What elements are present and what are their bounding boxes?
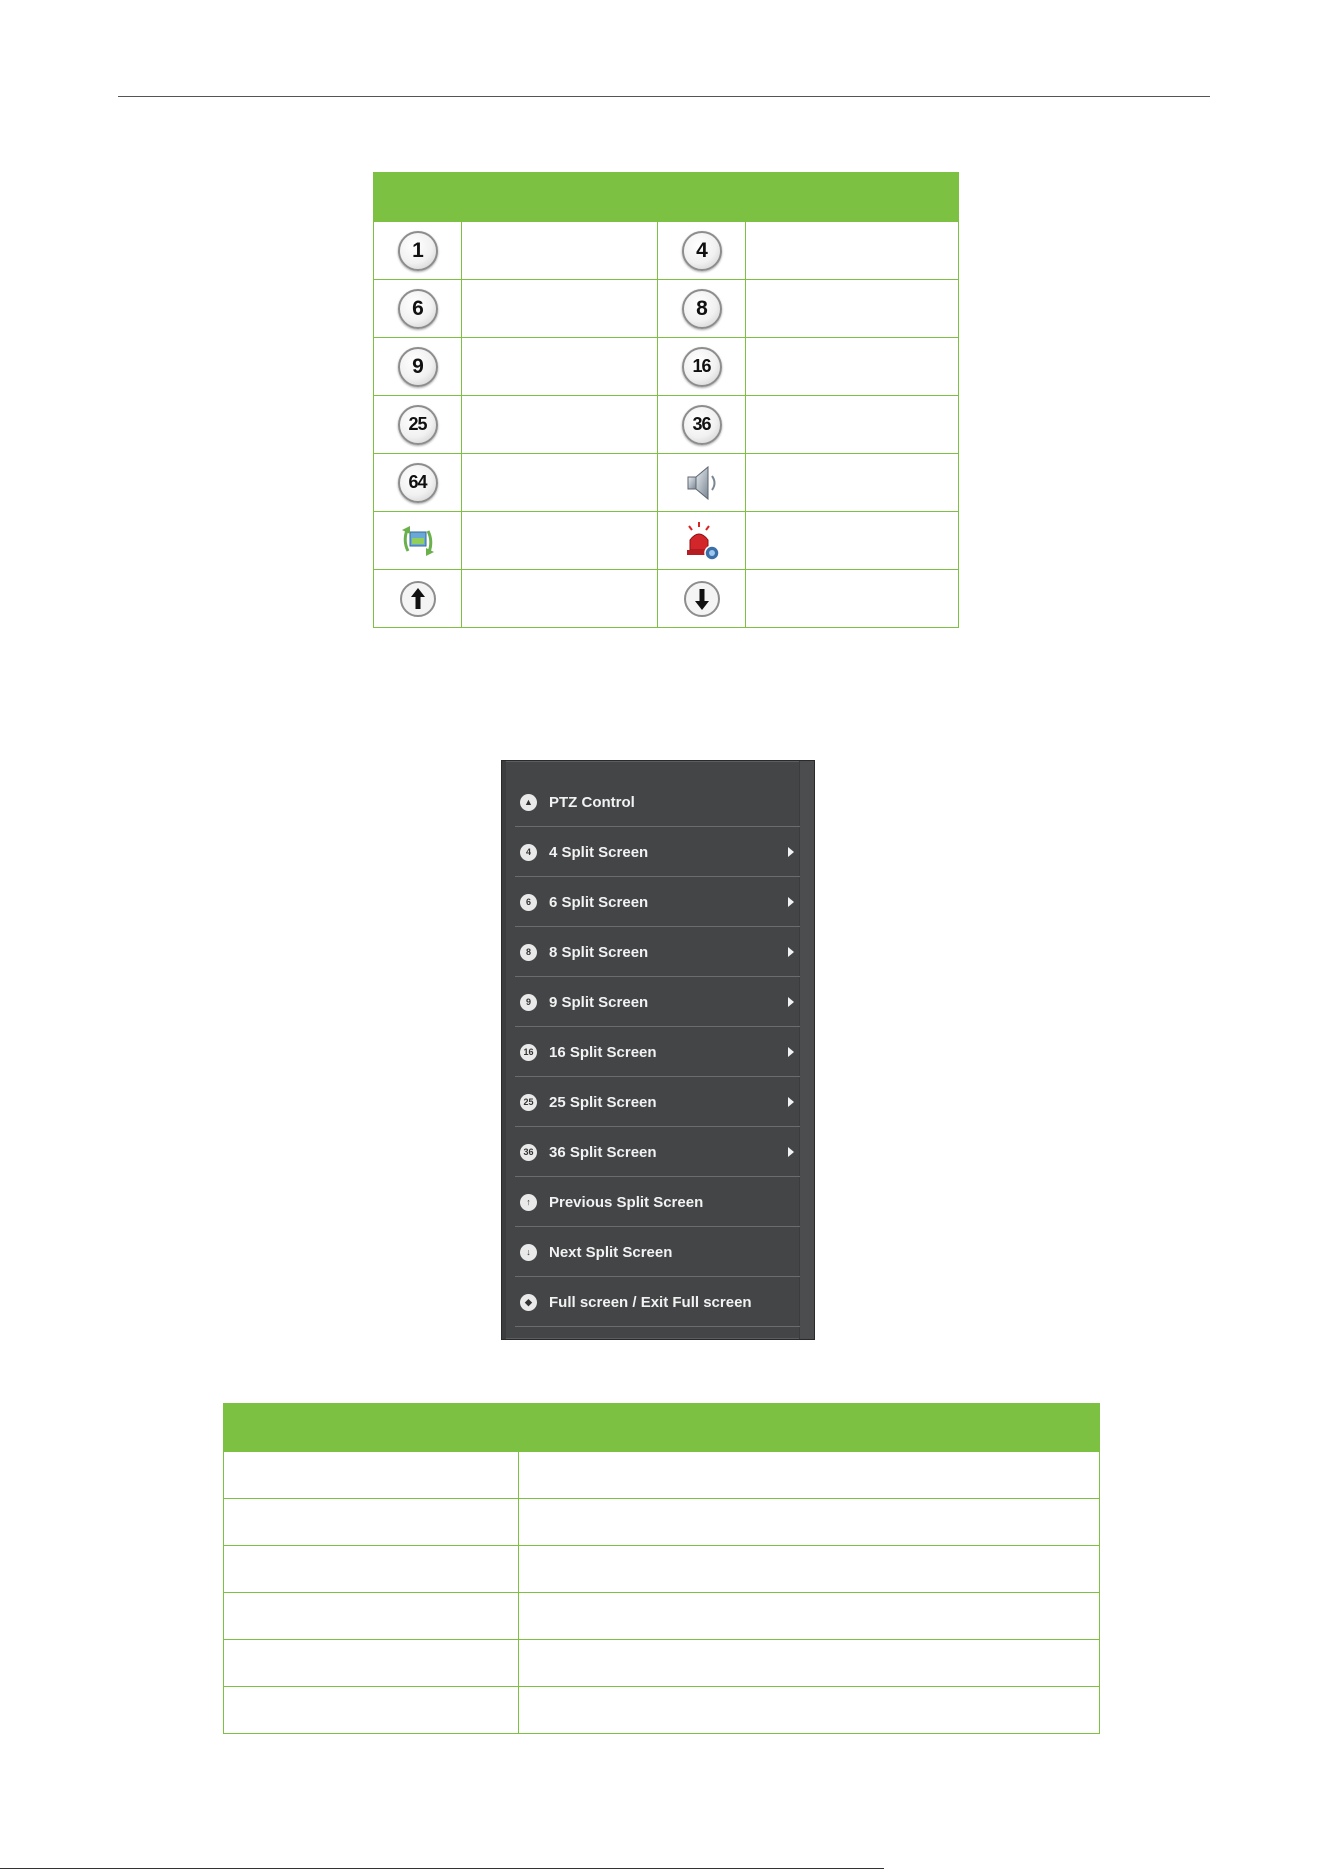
fullscreen-icon: ◆ bbox=[520, 1294, 537, 1311]
split-6-icon: 6 bbox=[520, 894, 537, 911]
table-row bbox=[374, 396, 959, 454]
description-cell bbox=[746, 454, 959, 512]
speaker-icon bbox=[682, 462, 722, 504]
rotate-screen-icon bbox=[398, 520, 438, 562]
down-arrow-icon bbox=[682, 579, 722, 619]
description-cell bbox=[746, 222, 959, 280]
split-8-icon: 8 bbox=[682, 289, 722, 329]
menu-item-fullscreen[interactable] bbox=[515, 1278, 800, 1327]
menu-item-4-split[interactable] bbox=[515, 828, 800, 877]
description-cell bbox=[462, 396, 658, 454]
description-cell bbox=[462, 222, 658, 280]
table-cell bbox=[519, 1499, 1100, 1546]
menu-item-8-split[interactable] bbox=[515, 928, 800, 977]
split-4-icon: 4 bbox=[682, 231, 722, 271]
lower-table-header-cell bbox=[224, 1404, 1100, 1452]
menu-item-36-split[interactable] bbox=[515, 1128, 800, 1177]
table-cell bbox=[224, 1546, 519, 1593]
menu-left-edge bbox=[502, 761, 506, 1339]
icon-cell bbox=[374, 454, 462, 512]
description-cell bbox=[462, 454, 658, 512]
table-row bbox=[374, 512, 959, 570]
split-9-icon: 9 bbox=[520, 994, 537, 1011]
table-row bbox=[224, 1640, 1100, 1687]
chevron-right-icon bbox=[788, 1047, 794, 1057]
icon-cell bbox=[658, 570, 746, 628]
table-cell bbox=[519, 1593, 1100, 1640]
chevron-right-icon bbox=[788, 1147, 794, 1157]
table-row bbox=[224, 1499, 1100, 1546]
icon-table-header-cell bbox=[374, 173, 959, 222]
menu-item-label: Next Split Screen bbox=[549, 1243, 673, 1261]
table-cell bbox=[519, 1452, 1100, 1499]
table-row bbox=[374, 338, 959, 396]
table-cell bbox=[519, 1687, 1100, 1734]
table-cell bbox=[224, 1687, 519, 1734]
table-row bbox=[374, 454, 959, 512]
menu-item-label: 36 Split Screen bbox=[549, 1143, 657, 1161]
table-cell bbox=[224, 1452, 519, 1499]
split-64-icon: 64 bbox=[398, 463, 438, 503]
ptz-icon: ▲ bbox=[520, 794, 537, 811]
icon-cell bbox=[658, 512, 746, 570]
alarm-icon bbox=[681, 520, 723, 562]
icon-cell bbox=[658, 338, 746, 396]
table-cell bbox=[519, 1640, 1100, 1687]
menu-item-label: 4 Split Screen bbox=[549, 843, 649, 861]
table-row bbox=[224, 1593, 1100, 1640]
split-16-icon: 16 bbox=[682, 347, 722, 387]
menu-item-label: 25 Split Screen bbox=[549, 1093, 657, 1111]
icon-cell bbox=[374, 570, 462, 628]
split-36-icon: 36 bbox=[682, 405, 722, 445]
menu-item-label: Full screen / Exit Full screen bbox=[549, 1293, 752, 1311]
table-row bbox=[374, 222, 959, 280]
chevron-right-icon bbox=[788, 947, 794, 957]
menu-item-label: 9 Split Screen bbox=[549, 993, 649, 1011]
table-cell bbox=[224, 1499, 519, 1546]
chevron-right-icon bbox=[788, 997, 794, 1007]
icon-cell bbox=[374, 280, 462, 338]
table-row bbox=[224, 1452, 1100, 1499]
chevron-right-icon bbox=[788, 1097, 794, 1107]
menu-item-6-split[interactable] bbox=[515, 878, 800, 927]
chevron-right-icon bbox=[788, 847, 794, 857]
icon-cell bbox=[658, 280, 746, 338]
menu-item-ptz-control[interactable] bbox=[515, 778, 800, 827]
description-cell bbox=[462, 512, 658, 570]
icon-cell bbox=[658, 454, 746, 512]
icon-cell bbox=[658, 222, 746, 280]
description-cell bbox=[462, 570, 658, 628]
next-icon: ↓ bbox=[520, 1244, 537, 1261]
icon-cell bbox=[374, 512, 462, 570]
table-cell bbox=[224, 1640, 519, 1687]
menu-item-label: PTZ Control bbox=[549, 793, 635, 811]
split-25-icon: 25 bbox=[398, 405, 438, 445]
description-cell bbox=[746, 280, 959, 338]
table-row bbox=[224, 1687, 1100, 1734]
menu-item-9-split[interactable] bbox=[515, 978, 800, 1027]
table-row bbox=[374, 570, 959, 628]
menu-item-label: 8 Split Screen bbox=[549, 943, 649, 961]
icon-cell bbox=[374, 338, 462, 396]
menu-item-25-split[interactable] bbox=[515, 1078, 800, 1127]
chevron-right-icon bbox=[788, 897, 794, 907]
description-cell bbox=[746, 396, 959, 454]
icon-table-header bbox=[374, 173, 959, 222]
description-cell bbox=[462, 338, 658, 396]
split-1-icon: 1 bbox=[398, 231, 438, 271]
split-36-icon: 36 bbox=[520, 1144, 537, 1161]
table-row bbox=[374, 280, 959, 338]
menu-right-edge bbox=[799, 761, 814, 1339]
icon-cell bbox=[658, 396, 746, 454]
split-4-icon: 4 bbox=[520, 844, 537, 861]
split-8-icon: 8 bbox=[520, 944, 537, 961]
menu-description-table bbox=[223, 1403, 1100, 1734]
menu-item-previous-split[interactable] bbox=[515, 1178, 800, 1227]
split-6-icon: 6 bbox=[398, 289, 438, 329]
icon-legend-table bbox=[373, 172, 959, 628]
table-cell bbox=[224, 1593, 519, 1640]
description-cell bbox=[746, 512, 959, 570]
split-16-icon: 16 bbox=[520, 1044, 537, 1061]
icon-cell bbox=[374, 396, 462, 454]
description-cell bbox=[462, 280, 658, 338]
menu-item-label: 16 Split Screen bbox=[549, 1043, 657, 1061]
menu-item-16-split[interactable] bbox=[515, 1028, 800, 1077]
split-25-icon: 25 bbox=[520, 1094, 537, 1111]
menu-item-next-split[interactable] bbox=[515, 1228, 800, 1277]
description-cell bbox=[746, 570, 959, 628]
description-cell bbox=[746, 338, 959, 396]
menu-item-label: 6 Split Screen bbox=[549, 893, 649, 911]
lower-table-header bbox=[224, 1404, 1100, 1452]
table-cell bbox=[519, 1546, 1100, 1593]
icon-cell bbox=[374, 222, 462, 280]
header-rule bbox=[118, 96, 1210, 97]
context-menu bbox=[501, 760, 815, 1340]
footer-rule bbox=[0, 1868, 884, 1869]
menu-item-label: Previous Split Screen bbox=[549, 1193, 704, 1211]
split-9-icon: 9 bbox=[398, 347, 438, 387]
up-arrow-icon bbox=[398, 579, 438, 619]
previous-icon: ↑ bbox=[520, 1194, 537, 1211]
table-row bbox=[224, 1546, 1100, 1593]
